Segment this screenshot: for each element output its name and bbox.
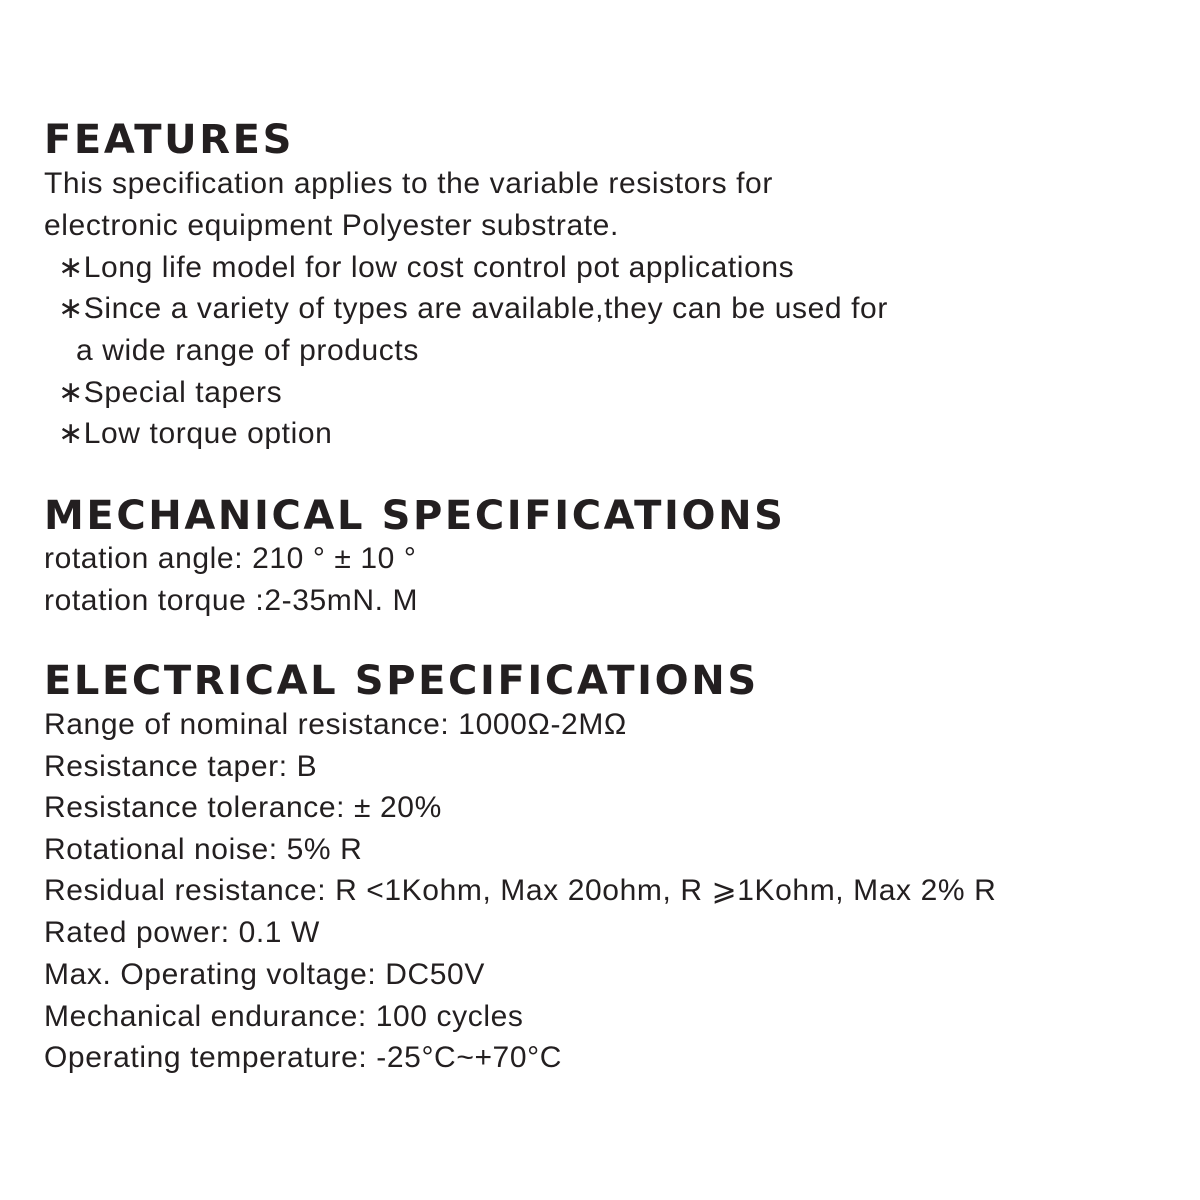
electrical-operating-temperature: Operating temperature: -25°C~+70°C (44, 1041, 562, 1074)
features-intro-line-2: electronic equipment Polyester substrate. (44, 209, 619, 242)
feature-bullet-special-tapers: ∗Special tapers (58, 376, 283, 409)
feature-bullet-low-torque: ∗Low torque option (58, 417, 333, 450)
features-intro-line-1: This specification applies to the variable resistors for (44, 167, 773, 200)
feature-bullet-variety: ∗Since a variety of types are available,they can be used for (58, 292, 888, 325)
electrical-heading: ELECTRICAL SPECIFICATIONS (44, 658, 759, 704)
feature-bullet-variety-continued: a wide range of products (76, 334, 419, 367)
mechanical-rotation-angle: rotation angle: 210 ° ± 10 ° (44, 542, 417, 575)
electrical-operating-voltage: Max. Operating voltage: DC50V (44, 958, 485, 991)
electrical-rated-power: Rated power: 0.1 W (44, 916, 320, 949)
mechanical-rotation-torque: rotation torque :2-35mN. M (44, 584, 419, 617)
feature-bullet-long-life: ∗Long life model for low cost control pot applications (58, 251, 795, 284)
electrical-rotational-noise: Rotational noise: 5% R (44, 833, 363, 866)
electrical-mechanical-endurance: Mechanical endurance: 100 cycles (44, 1000, 524, 1033)
mechanical-heading: MECHANICAL SPECIFICATIONS (44, 493, 786, 539)
electrical-nominal-resistance: Range of nominal resistance: 1000Ω-2MΩ (44, 708, 627, 741)
electrical-resistance-taper: Resistance taper: B (44, 750, 318, 783)
electrical-residual-resistance: Residual resistance: R <1Kohm, Max 20ohm, R ⩾1Kohm, Max 2% R (44, 874, 997, 907)
features-heading: FEATURES (44, 117, 294, 163)
electrical-resistance-tolerance: Resistance tolerance: ± 20% (44, 791, 442, 824)
